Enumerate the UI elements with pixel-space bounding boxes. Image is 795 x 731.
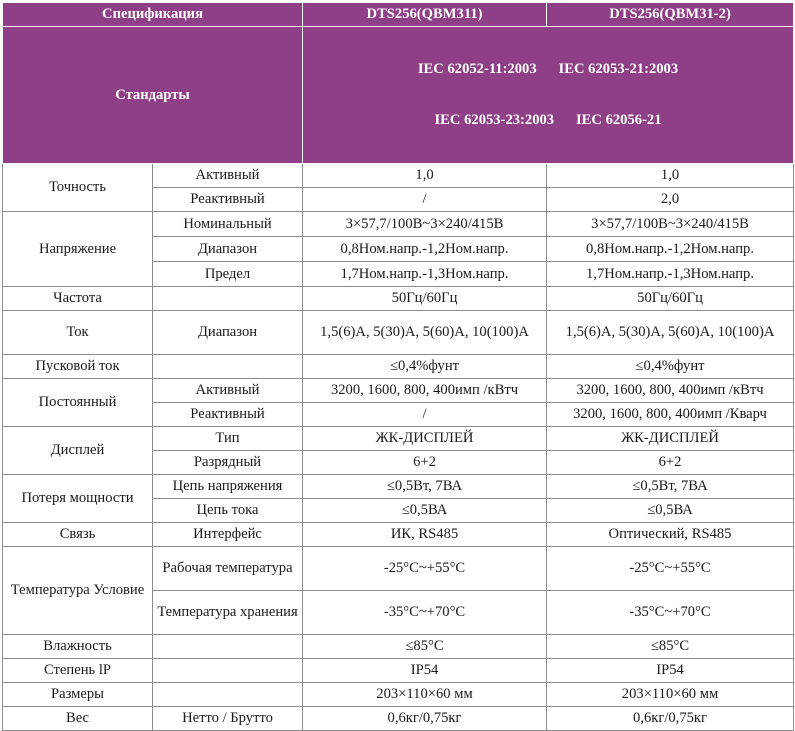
standards-label: Стандарты — [3, 27, 303, 164]
table-row — [3, 164, 794, 188]
voltage-limit-value-1: 1,7Ном.напр.-1,3Ном.напр. — [303, 262, 547, 287]
dimensions-value-1: 203×110×60 мм — [303, 683, 547, 707]
start-current-sub — [153, 355, 303, 379]
table-row — [3, 707, 794, 731]
temperature-working-value-1: -25°C~+55°C — [303, 547, 547, 591]
display-type-value-1: ЖК-ДИСПЛЕЙ — [303, 427, 547, 451]
constant-reactive-value-2: 3200, 1600, 800, 400имп /Кварч — [547, 403, 794, 427]
temperature-working-value-2: -25°C~+55°C — [547, 547, 794, 591]
communication-value-1: ИК, RS485 — [303, 523, 547, 547]
start-current-value-1: ≤0,4%фунт — [303, 355, 547, 379]
dimensions-value-2: 203×110×60 мм — [547, 683, 794, 707]
ip-label: Степень lP — [3, 659, 153, 683]
header-spec: Спецификация — [3, 3, 303, 27]
power-loss-current-label: Цепь тока — [153, 499, 303, 523]
frequency-sub — [153, 287, 303, 311]
voltage-nominal-value-1: 3×57,7/100В~3×240/415В — [303, 212, 547, 237]
voltage-range-label: Диапазон — [153, 237, 303, 262]
display-digits-value-1: 6+2 — [303, 451, 547, 475]
start-current-label: Пусковой ток — [3, 355, 153, 379]
table-row — [3, 212, 794, 237]
frequency-value-2: 50Гц/60Гц — [547, 287, 794, 311]
constant-reactive-value-1: / — [303, 403, 547, 427]
accuracy-active-label: Активный — [153, 164, 303, 188]
voltage-limit-value-2: 1,7Ном.напр.-1,3Ном.напр. — [547, 262, 794, 287]
standards-row — [3, 27, 794, 164]
voltage-nominal-value-2: 3×57,7/100В~3×240/415В — [547, 212, 794, 237]
current-value-1: 1,5(6)А, 5(30)А, 5(60)А, 10(100)А — [303, 311, 547, 355]
table-row — [3, 659, 794, 683]
accuracy-reactive-label: Реактивный — [153, 188, 303, 212]
table-row — [3, 379, 794, 403]
standards-line-1: IEC 62052-11:2003 IEC 62053-21:2003 — [417, 61, 679, 77]
table-row — [3, 287, 794, 311]
communication-label: Связь — [3, 523, 153, 547]
communication-value-2: Оптический, RS485 — [547, 523, 794, 547]
weight-value-1: 0,6кг/0,75кг — [303, 707, 547, 731]
frequency-label: Частота — [3, 287, 153, 311]
constant-reactive-label: Реактивный — [153, 403, 303, 427]
display-type-value-2: ЖК-ДИСПЛЕЙ — [547, 427, 794, 451]
start-current-value-2: ≤0,4%фунт — [547, 355, 794, 379]
constant-active-value-1: 3200, 1600, 800, 400имп /кВтч — [303, 379, 547, 403]
power-loss-voltage-value-2: ≤0,5Вт, 7ВА — [547, 475, 794, 499]
header-row — [3, 3, 794, 27]
power-loss-current-value-2: ≤0,5ВА — [547, 499, 794, 523]
power-loss-label: Потеря мощности — [3, 475, 153, 523]
temperature-storage-label: Температура хранения — [153, 591, 303, 635]
constant-active-value-2: 3200, 1600, 800, 400имп /кВтч — [547, 379, 794, 403]
accuracy-reactive-value-1: / — [303, 188, 547, 212]
ip-sub — [153, 659, 303, 683]
accuracy-reactive-value-2: 2,0 — [547, 188, 794, 212]
humidity-sub — [153, 635, 303, 659]
display-digits-label: Разрядный — [153, 451, 303, 475]
current-value-2: 1,5(6)А, 5(30)А, 5(60)А, 10(100)А — [547, 311, 794, 355]
current-range-label: Диапазон — [153, 311, 303, 355]
display-digits-value-2: 6+2 — [547, 451, 794, 475]
ip-value-2: IP54 — [547, 659, 794, 683]
temperature-storage-value-2: -35°C~+70°C — [547, 591, 794, 635]
humidity-label: Влажность — [3, 635, 153, 659]
table-row — [3, 427, 794, 451]
power-loss-voltage-label: Цепь напряжения — [153, 475, 303, 499]
accuracy-active-value-1: 1,0 — [303, 164, 547, 188]
temperature-storage-value-1: -35°C~+70°C — [303, 591, 547, 635]
standards-line-2: IEC 62053-23:2003 IEC 62056-21 — [434, 112, 662, 128]
accuracy-label: Точность — [3, 164, 153, 212]
header-model-1: DTS256(QBM311) — [303, 3, 547, 27]
humidity-value-1: ≤85°C — [303, 635, 547, 659]
current-label: Ток — [3, 311, 153, 355]
frequency-value-1: 50Гц/60Гц — [303, 287, 547, 311]
temperature-label: Температура Условие — [3, 547, 153, 635]
table-row — [3, 547, 794, 591]
constant-active-label: Активный — [153, 379, 303, 403]
voltage-nominal-label: Номинальный — [153, 212, 303, 237]
constant-label: Постоянный — [3, 379, 153, 427]
voltage-range-value-2: 0,8Ном.напр.-1,2Ном.напр. — [547, 237, 794, 262]
display-label: Дисплей — [3, 427, 153, 475]
accuracy-active-value-2: 1,0 — [547, 164, 794, 188]
humidity-value-2: ≤85°C — [547, 635, 794, 659]
specification-table — [2, 2, 794, 731]
weight-sub-label: Нетто / Брутто — [153, 707, 303, 731]
power-loss-voltage-value-1: ≤0,5Вт, 7ВА — [303, 475, 547, 499]
spec-table-container — [2, 2, 794, 731]
table-row — [3, 475, 794, 499]
ip-value-1: IP54 — [303, 659, 547, 683]
table-row — [3, 635, 794, 659]
header-model-2: DTS256(QBM31-2) — [547, 3, 794, 27]
weight-label: Вес — [3, 707, 153, 731]
display-type-label: Тип — [153, 427, 303, 451]
table-row — [3, 523, 794, 547]
dimensions-sub — [153, 683, 303, 707]
voltage-range-value-1: 0,8Ном.напр.-1,2Ном.напр. — [303, 237, 547, 262]
temperature-working-label: Рабочая температура — [153, 547, 303, 591]
communication-interface-label: Интерфейс — [153, 523, 303, 547]
weight-value-2: 0,6кг/0,75кг — [547, 707, 794, 731]
standards-values — [303, 27, 794, 164]
voltage-limit-label: Предел — [153, 262, 303, 287]
voltage-label: Напряжение — [3, 212, 153, 287]
dimensions-label: Размеры — [3, 683, 153, 707]
table-row — [3, 683, 794, 707]
power-loss-current-value-1: ≤0,5ВА — [303, 499, 547, 523]
table-row — [3, 355, 794, 379]
table-row — [3, 311, 794, 355]
